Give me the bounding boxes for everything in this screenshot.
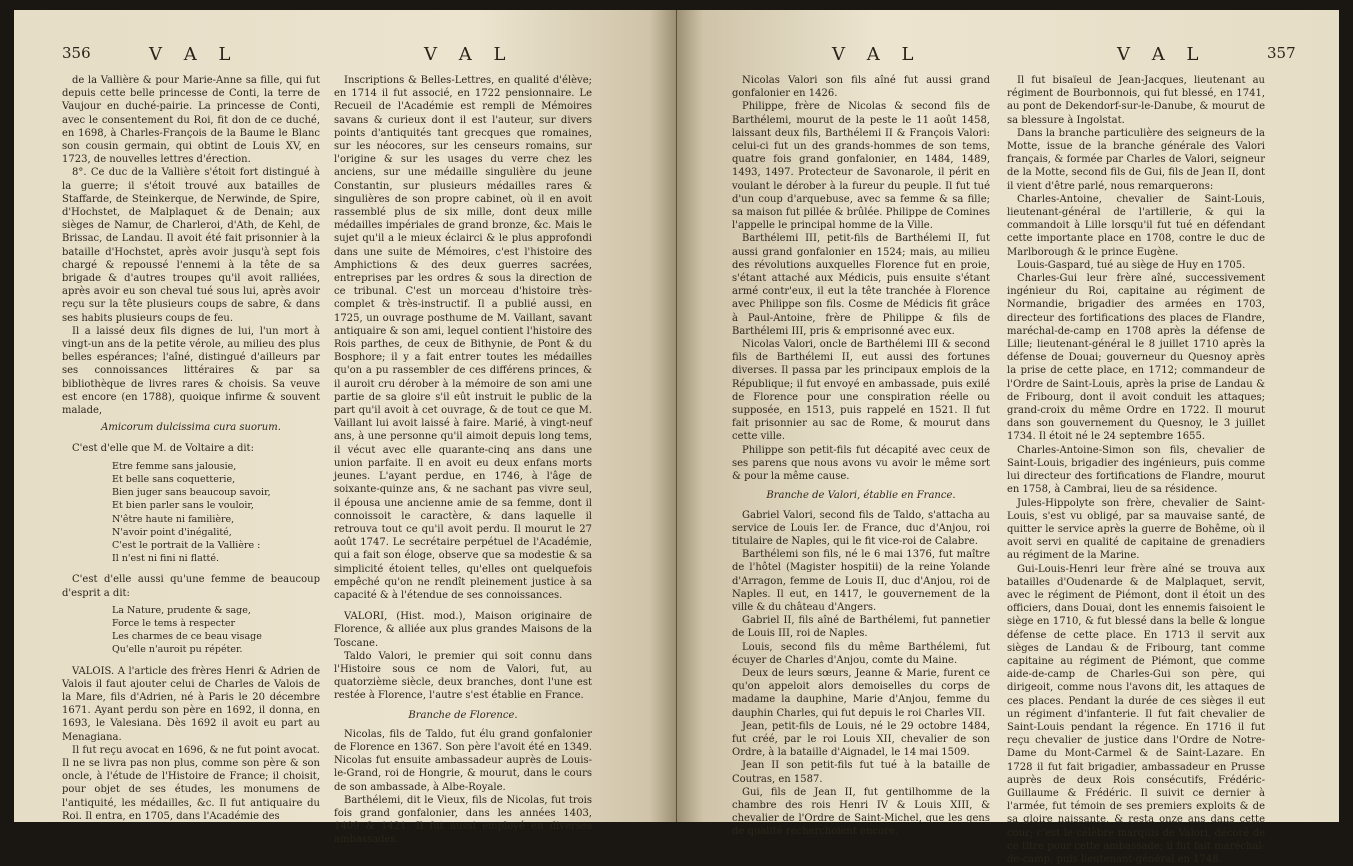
running-head: V A L — [149, 44, 239, 65]
paragraph: Nicolas Valori, oncle de Barthélemi III & second fils de Barthélemi II, eut aussi des fortunes diverses. Il passa par les principaux emplois de la République; il fut envoyé en ambassade, puis exilé de Florence pour une conspiration réelle ou supposée, en 1513, puis rappelé en 1521. Il fut fait prisonnier au sac de Rome, & mourut dans cette ville. — [732, 339, 990, 443]
paragraph: Charles-Antoine-Simon son fils, chevalier de Saint-Louis, brigadier des ingénieurs, puis comme lui directeur des fortifications de Flandre, mourut en 1758, à Cambrai, lieu de sa résidence. — [1007, 444, 1265, 496]
verse-line: C'est le portrait de la Vallière : — [112, 539, 261, 551]
verse-line: Et bien parler sans le vouloir, — [112, 500, 254, 512]
paragraph: Nicolas Valori son fils aîné fut aussi grand gonfalonier en 1426. — [732, 75, 990, 100]
paragraph: Philippe, frère de Nicolas & second fils de Barthélemi, mourut de la peste le 11 août 1458, laissant deux fils, Barthélemi II & François Valori: celui-ci fut un des grands-hommes de son tems, quatre fois grand gonfalonier, en 1484, 1489, 1493, 1497. Protecteur de Savonarole, il périt en voulant le dérober à la fureur du peuple. Il fut tué d'un coup d'arquebuse, avec sa femme & sa fille; sa maison fut pillée & brûlée. Philippe de Comines l'appelle le principal homme de la Ville. — [732, 101, 990, 232]
verse-line: Etre femme sans jalousie, — [112, 460, 237, 472]
paragraph: Charles-Gui leur frère aîné, successivement ingénieur du Roi, capitaine au régiment de Normandie, brigadier des armées en 1703, directeur des fortifications des places de Flandre, maréchal-de-camp en 1708 après la défense de Lille; lieutenant-général le 8 juillet 1710 après la défense de Douai; gouverneur du Quesnoy après la prise de cette place, en 1712; commandeur de l'Ordre de Saint-Louis, après la prise de Landau & de Fribourg, dont il avoit conduit les attaques; grand-croix du même Ordre en 1722. Il mourut dans son gouvernement du Quesnoy, le 3 juillet 1734. Il étoit né le 24 septembre 1655. — [1007, 273, 1265, 443]
paragraph: C'est d'elle aussi qu'une femme de beaucoup d'esprit a dit: — [62, 574, 320, 599]
paragraph: VALORI, (Hist. mod.), Maison originaire de Florence, & alliée aux plus grandes Maisons de la Toscane. — [334, 611, 592, 649]
verse-line: N'avoir point d'inégalité, — [112, 526, 232, 538]
left-page-header — [14, 44, 676, 68]
right-page-column-2 — [1007, 74, 1265, 865]
paragraph: Gabriel II, fils aîné de Barthélemi, fut pannetier de Louis III, roi de Naples. — [732, 615, 990, 640]
paragraph: Louis-Gaspard, tué au siège de Huy en 1705. — [1017, 259, 1246, 271]
paragraph: Inscriptions & Belles-Lettres, en qualité d'élève; en 1714 il fut associé, en 1722 pensionnaire. Le Recueil de l'Académie est rempli de Mémoires savans & curieux dont il est l'auteur, sur divers points d'antiquités tant grecques que romaines, sur les néocores, sur les censeurs romains, sur l'origine & sur les usages du verre chez les anciens, sur une médaille singulière du jeune Constantin, sur plusieurs médailles rares & singulières de son propre cabinet, où il en avoit rassemblé plus de six mille, dont deux mille médailles impériales de grand bronze, &c. Mais le sujet qu'il a le mieux éclairci & le plus approfondi dans une suite de Mémoires, c'est l'histoire des Amphictions & des deux guerres sacrées, entreprises par les ordres & sous la direction de ce tribunal. C'est un morceau d'histoire très-complet & très-instructif. Il a publié aussi, en 1725, un ouvrage posthume de M. Vaillant, savant antiquaire & son ami, lequel contient l'histoire des Rois parthes, de ceux de Bithynie, de Pont & du Bosphore; il y a fait entrer toutes les médailles qu'on a pu rassembler de ces différens princes, & il auroit cru dérober à la mémoire de son ami une partie de sa gloire s'il eût instruit le public de la part qu'il avoit à cet ouvrage, & de tout ce que M. Vaillant lui avoit laissé à faire. Marié, à vingt-neuf ans, à une personne qu'il aimoit depuis long tems, il vécut avec elle quarante-cinq ans dans une union parfaite. Il en avoit eu deux enfans morts jeunes. L'ayant perdue, en 1746, à l'âge de soixante-quinze ans, & ne sachant pas vivre seul, il épousa une ancienne amie de sa femme, dont il connoissoit le caractère, & dans laquelle il retrouva tout ce qu'il avoit perdu. Il mourut le 27 août 1747. Le secrétaire perpétuel de l'Académie, qui a fait son éloge, observe que sa modestie & sa simplicité étoient telles, qu'elles ont quelquefois empêché qu'on ne rendît pleinement justice à sa capacité & à l'étendue de ses connoissances. — [334, 75, 592, 601]
paragraph: Charles-Antoine, chevalier de Saint-Louis, lieutenant-général de l'artillerie, & qui la commandoit à Lille lorsqu'il fut tué en défendant cette importante place en 1708, contre le duc de Marlborough & le prince Eugène. — [1007, 193, 1265, 258]
verse-line: Il n'est ni fini ni flatté. — [112, 553, 220, 565]
section-heading: Branche de Florence. — [408, 709, 518, 721]
verse-line: Les charmes de ce beau visage — [112, 631, 262, 643]
paragraph: Il a laissé deux fils dignes de lui, l'un mort à vingt-un ans de la petite vérole, au milieu des plus belles espérances; l'aîné, distingué d'ailleurs par ses connoissances littéraires & par sa bibliothèque de livres rares & choisis. Sa veuve est encore (en 1788), quoique infirme & souvent malade, — [62, 325, 320, 417]
verse-line: Bien juger sans beaucoup savoir, — [112, 487, 271, 499]
paragraph: Gui, fils de Jean II, fut gentilhomme de la chambre des rois Henri IV & Louis XIII, & chevalier de l'Ordre de Saint-Michel, que les gens de qualité recherchoient encore. — [732, 786, 990, 838]
paragraph: Il fut bisaïeul de Jean-Jacques, lieutenant au régiment de Bourbonnois, qui fut blessé, en 1741, au pont de Dekendorf-sur-le-Danube, & mourut de sa blessure à Ingolstat. — [1007, 75, 1265, 126]
running-head: V A L — [1117, 44, 1207, 65]
right-page-header — [677, 44, 1339, 68]
paragraph: Philippe son petit-fils fut décapité avec ceux de ses parens que nous avons vu avoir le même sort & pour la même cause. — [732, 444, 990, 483]
running-head: V A L — [832, 44, 922, 65]
right-page-column-1 — [732, 74, 990, 838]
paragraph: Louis, second fils du même Barthélemi, fut écuyer de Charles d'Anjou, comte du Maine. — [732, 641, 990, 666]
paragraph: Barthélemi, dit le Vieux, fils de Nicolas, fut trois fois grand gonfalonier, dans les années 1403, 1409 & 1421. Il fut aussi employé en diverses ambassades. — [334, 794, 592, 846]
paragraph: Il fut reçu avocat en 1696, & ne fut point avocat. Il ne se livra pas non plus, comme son père & son oncle, à l'étude de l'Histoire de France; il choisit, pour objet de ses études, les monumens de l'antiquité, les médailles, &c. Il fut antiquaire du Roi. Il entra, en 1705, dans l'Académie des — [62, 744, 320, 822]
paragraph: C'est d'elle que M. de Voltaire a dit: — [72, 443, 254, 455]
paragraph: Jean II son petit-fils fut tué à la bataille de Coutras, en 1587. — [732, 760, 990, 785]
paragraph: de la Vallière & pour Marie-Anne sa fille, qui fut depuis cette belle princesse de Conti, la terre de Vaujour en duché-pairie. La princesse de Conti, avec le consentement du Roi, fit don de ce duché, en 1698, à Charles-François de la Baume le Blanc son cousin germain, qui obtint de Louis XV, en 1723, de nouvelles lettres d'érection. — [62, 75, 320, 166]
verse-line: La Nature, prudente & sage, — [112, 604, 251, 616]
verse-line: Qu'elle n'auroit pu répéter. — [112, 644, 243, 656]
right-page — [677, 10, 1339, 865]
verse-block — [62, 604, 320, 657]
paragraph: Gabriel Valori, second fils de Taldo, s'attacha au service de Louis Ier. de France, duc d'Anjou, roi titulaire de Naples, qui le fit vice-roi de Calabre. — [732, 509, 990, 547]
verse-block — [62, 460, 320, 566]
paragraph: Barthélemi III, petit-fils de Barthélemi II, fut aussi grand gonfalonier en 1524; mais, au milieu des révolutions auxquelles Florence fut en proie, s'étant attaché aux Médicis, puis ensuite s'étant armé contr'eux, il eut la tête tranchée à Florence avec Philippe son fils. Cosme de Médicis fit grâce à Paul-Antoine, frère de Philippe & fils de Barthélemi III, pris & emprisonné avec eux. — [732, 233, 990, 337]
verse-line: Et belle sans coquetterie, — [112, 473, 236, 485]
latin-quote: Amicorum dulcissima cura suorum. — [101, 422, 281, 434]
left-page — [14, 10, 676, 846]
verse-line: N'être haute ni familière, — [112, 513, 235, 525]
verse-line: Force le tems à respecter — [112, 617, 236, 629]
paragraph: Gui-Louis-Henri leur frère aîné se trouva aux batailles d'Oudenarde & de Malplaquet, servit, avec le régiment de Piémont, dont il étoit un des officiers, dans Douai, dont les ennemis faisoient le siège en 1710, & fut blessé dans la belle & longue défense de cette place. En 1713 il servit aux sièges de Landau & de Fribourg, tant comme capitaine au régiment de Piémont, que comme aide-de-camp de Charles-Gui son père, qui dirigeoit, comme nous l'avons dit, les attaques de ces places. Pendant la durée de ces sièges il eut un régiment d'infanterie. Il fut fait chevalier de Saint-Louis pendant la régence. En 1716 il fut reçu chevalier de justice dans l'Ordre de Notre-Dame du Mont-Carmel & de Saint-Lazare. En 1728 il fut fait brigadier, ambassadeur en Prusse auprès de deux Rois consécutifs, Frédéric-Guillaume & Frédéric. Il suivit ce dernier à l'armée, fut témoin de ses premiers exploits & de sa gloire naissante, & resta onze ans dans cette cour; c'est le célèbre marquis de Valori, décoré de ce titre pour cette ambassade; il fut fait maréchal-de-camp, puis lieutenant-général en 1748. — [1007, 563, 1265, 865]
paragraph: 8°. Ce duc de la Vallière s'étoit fort distingué à la guerre; il s'étoit trouvé aux batailles de Staffarde, de Steinkerque, de Nerwinde, de Spire, d'Hochstet, de Malplaquet & de Denain; aux sièges de Namur, de Charleroi, d'Ath, de Kehl, de Brissac, de Landau. Il avoit été fait prisonnier à la bataille d'Hochstet, après avoir jusqu'à sept fois chargé & repoussé l'ennemi à la tête de sa brigade & d'autres troupes qu'il avoit ralliées, après avoir eu son cheval tué sous lui, après avoir reçu sur la tête plusieurs coups de sabre, & dans ses habits plusieurs coups de feu. — [62, 167, 320, 324]
paragraph: Dans la branche particulière des seigneurs de la Motte, issue de la branche générale des Valori français, & formée par Charles de Valori, seigneur de la Motte, second fils de Gui, fils de Jean II, dont il vient d'être parlé, nous remarquerons: — [1007, 127, 1265, 192]
paragraph: Jean, petit-fils de Louis, né le 29 octobre 1484, fut créé, par le roi Louis XII, chevalier de son Ordre, à la bataille d'Aignadel, le 14 mai 1509. — [732, 720, 990, 759]
page-number: 356 — [62, 44, 91, 62]
running-head: V A L — [424, 44, 514, 65]
paragraph: Deux de leurs sœurs, Jeanne & Marie, furent ce qu'on appeloit alors demoiselles du corps de madame la dauphine, Marie d'Anjou, femme du dauphin Charles, qui fut depuis le roi Charles VII. — [732, 667, 990, 719]
open-book — [14, 10, 1339, 865]
paragraph: Barthélemi son fils, né le 6 mai 1376, fut maître de l'hôtel (Magister hospitii) de la reine Yolande d'Arragon, femme de Louis II, duc d'Anjou, roi de Naples. Il eut, en 1417, le gouvernement de la ville & du château d'Angers. — [732, 549, 990, 613]
paragraph: Jules-Hippolyte son frère, chevalier de Saint-Louis, s'est vu obligé, par sa mauvaise santé, de quitter le service après la guerre de Bohême, où il avoit servi en qualité de capitaine de grenadiers au régiment de la Marine. — [1007, 497, 1265, 562]
paragraph: Taldo Valori, le premier qui soit connu dans l'Histoire sous ce nom de Valori, fut, au quatorzième siècle, deux branches, dont l'une est restée à Florence, l'autre s'est établie en France. — [334, 650, 592, 702]
paragraph: VALOIS. A l'article des frères Henri & Adrien de Valois il faut ajouter celui de Charles de Valois de la Mare, fils d'Adrien, né à Paris le 20 décembre 1671. Ayant perdu son père en 1692, il donna, en 1693, le Valesiana. Dès 1692 il avoit eu part au Menagiana. — [62, 665, 320, 743]
page-number: 357 — [1267, 44, 1296, 62]
paragraph: Nicolas, fils de Taldo, fut élu grand gonfalonier de Florence en 1367. Son père l'avoit été en 1349. Nicolas fut ensuite ambassadeur auprès de Louis-le-Grand, roi de Hongrie, & mourut, dans le cours de son ambassade, à Albe-Royale. — [334, 728, 592, 793]
section-heading: Branche de Valori, établie en France. — [766, 490, 956, 502]
left-page-column-2 — [334, 74, 592, 846]
left-page-column-1 — [62, 74, 320, 822]
